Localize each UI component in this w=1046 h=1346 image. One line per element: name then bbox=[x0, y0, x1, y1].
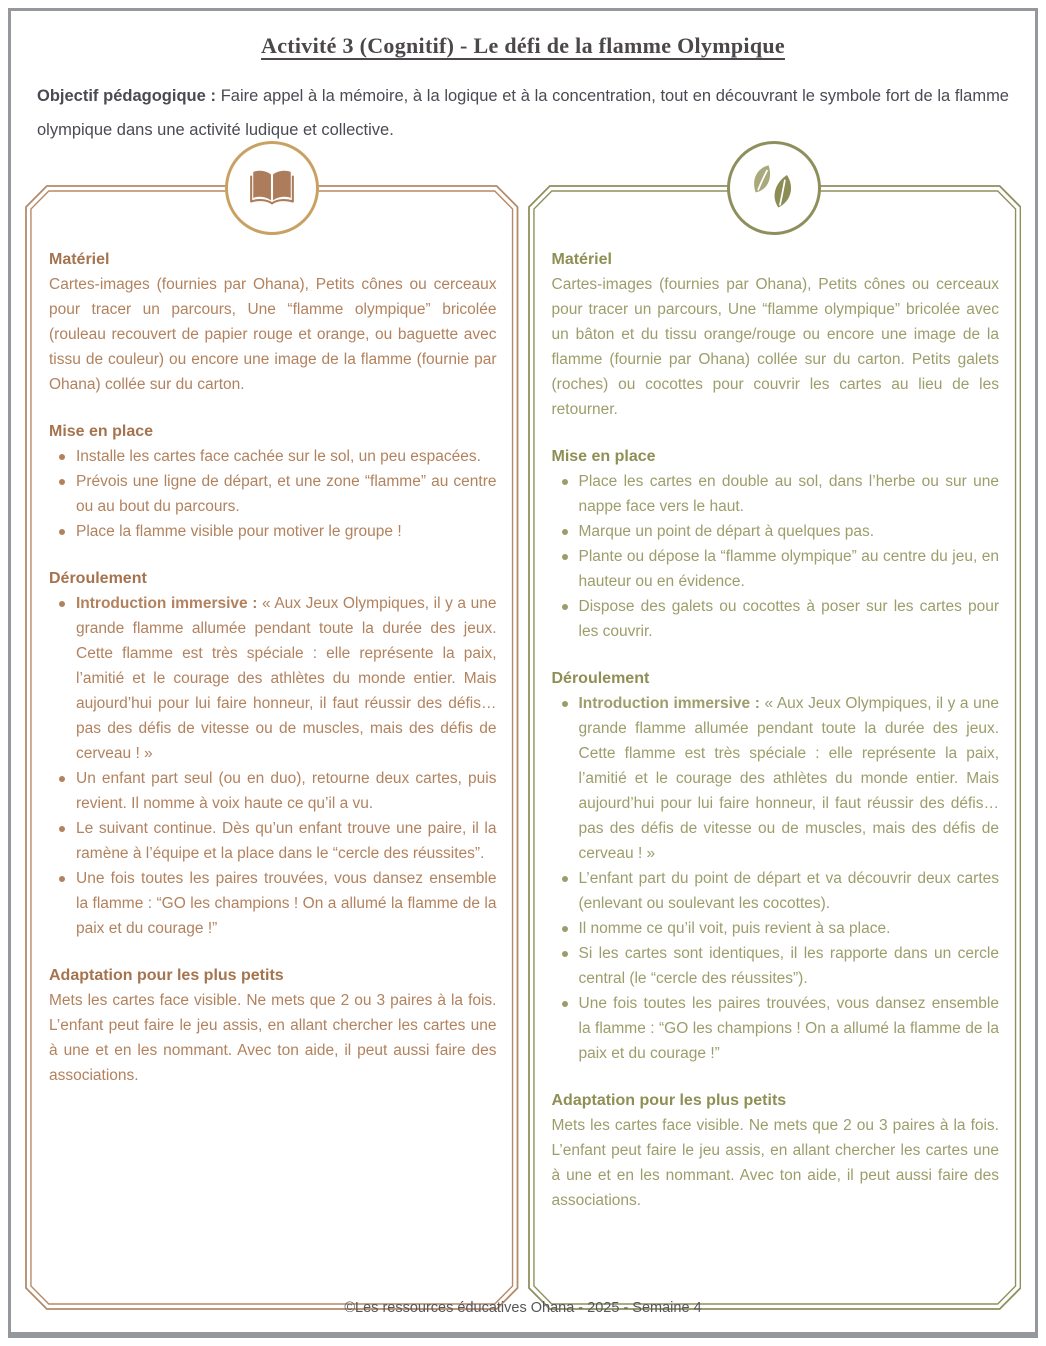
indoor-icon-circle bbox=[225, 141, 319, 235]
section-paragraph: Cartes-images (fournies par Ohana), Petits cônes ou cerceaux pour tracer un parcours, Une “flamme olympique” bricolée avec un bâton et du tissu orange/rouge ou encore une image de la flamme (fournie par Ohana) collée sur du carton. Petits galets (roches) ou cocottes pour couvrir les cartes au lieu de les retourner. bbox=[551, 276, 999, 418]
open-book-icon bbox=[247, 163, 297, 213]
section-bullet-list bbox=[49, 591, 497, 941]
section-heading: Mise en place bbox=[551, 448, 656, 465]
section-deroulement bbox=[49, 570, 497, 941]
objective-text: Faire appel à la mémoire, à la logique et à la concentration, tout en découvrant le symbole fort de la flamme olympique dans une activité ludique et collective. bbox=[37, 87, 1009, 139]
section-heading: Déroulement bbox=[49, 570, 147, 587]
indoor-content bbox=[25, 185, 519, 1088]
bullet-text: Marque un point de départ à quelques pas. bbox=[578, 523, 875, 540]
section-heading: Déroulement bbox=[551, 670, 650, 687]
outdoor-icon-circle bbox=[727, 141, 821, 235]
section-mise-en-place bbox=[49, 423, 497, 544]
bullet-item bbox=[552, 594, 1000, 644]
column-outdoor bbox=[528, 185, 1022, 1310]
section-adaptation-pour-les-plus-petits bbox=[49, 967, 497, 1088]
bullet-item bbox=[552, 691, 1000, 866]
bullet-text: Prévois une ligne de départ, et une zone “flamme” au centre ou au bout du parcours. bbox=[76, 473, 497, 515]
column-indoor bbox=[25, 185, 519, 1310]
bullet-item bbox=[552, 519, 1000, 544]
section-bullet-list bbox=[552, 469, 1000, 644]
bullet-item bbox=[49, 519, 497, 544]
columns bbox=[25, 185, 1021, 1310]
bullet-text: Si les cartes sont identiques, il les rapporte dans un cercle central (le “cercle des réussites”). bbox=[578, 945, 999, 987]
section-paragraph: Mets les cartes face visible. Ne mets que 2 ou 3 paires à la fois. L’enfant peut faire le jeu assis, en allant chercher les cartes une à une et en les nommant. Avec ton aide, il peut aussi faire des associations. bbox=[551, 1117, 999, 1209]
bullet-text: « Aux Jeux Olympiques, il y a une grande flamme allumée pendant toute la durée des jeux. Cette flamme est très spéciale : elle représente la paix, l’amitié et le courage des athlètes du monde entier. Mais aujourd’hui pour lui faire honneur, il faut réussir des défis… pas des défis de vitesse ou de muscles, mais des défis de cerveau ! » bbox=[76, 595, 497, 762]
bullet-text: L’enfant part du point de départ et va découvrir deux cartes (enlevant ou soulevant les cocottes). bbox=[578, 870, 999, 912]
section-materiel bbox=[552, 251, 1000, 422]
footer-credit: ©Les ressources éducatives Ohana - 2025 - Semaine 4 bbox=[344, 1300, 702, 1316]
section-heading: Matériel bbox=[551, 251, 612, 268]
bullet-text: Une fois toutes les paires trouvées, vous dansez ensemble la flamme : “GO les champions ! On a allumé la flamme de la paix et du courage !” bbox=[578, 995, 999, 1062]
section-adaptation-pour-les-plus-petits bbox=[552, 1092, 1000, 1213]
section-heading: Adaptation pour les plus petits bbox=[551, 1092, 787, 1109]
bullet-text: Il nomme ce qu’il voit, puis revient à sa place. bbox=[578, 920, 891, 937]
bullet-text: Place les cartes en double au sol, dans l’herbe ou sur une nappe face vers le haut. bbox=[578, 473, 999, 515]
section-mise-en-place bbox=[552, 448, 1000, 644]
page bbox=[11, 11, 1035, 1332]
bullet-lead: Introduction immersive : bbox=[76, 595, 258, 612]
bullet-text: « Aux Jeux Olympiques, il y a une grande flamme allumée pendant toute la durée des jeux. Cette flamme est très spéciale : elle représente la paix, l’amitié et le courage des athlètes du monde entier. Mais aujourd’hui pour lui faire honneur, il faut réussir des défis… pas des défis de vitesse ou de muscles, mais des défis de cerveau ! » bbox=[578, 695, 999, 862]
bullet-item bbox=[552, 941, 1000, 991]
bullet-item bbox=[552, 916, 1000, 941]
bullet-item bbox=[552, 469, 1000, 519]
bullet-text: Installe les cartes face cachée sur le sol, un peu espacées. bbox=[76, 448, 481, 465]
bullet-item bbox=[49, 444, 497, 469]
bullet-item bbox=[49, 866, 497, 941]
bullet-item bbox=[49, 816, 497, 866]
section-heading: Adaptation pour les plus petits bbox=[49, 967, 284, 984]
bullet-item bbox=[552, 866, 1000, 916]
bullet-text: Une fois toutes les paires trouvées, vous dansez ensemble la flamme : “GO les champions ! On a allumé la flamme de la paix et du courage !” bbox=[76, 870, 497, 937]
objective-label: Objectif pédagogique : bbox=[37, 87, 216, 105]
section-paragraph: Cartes-images (fournies par Ohana), Petits cônes ou cerceaux pour tracer un parcours, Une “flamme olympique” bricolée (rouleau recouvert de papier rouge et orange, ou baguette avec tissu de couleur) ou encore une image de la flamme (fournie par Ohana) collée sur du carton. bbox=[49, 276, 497, 393]
bullet-text: Plante ou dépose la “flamme olympique” au centre du jeu, en hauteur ou en évidence. bbox=[578, 548, 999, 590]
objective-paragraph bbox=[37, 79, 1009, 147]
bullet-item bbox=[49, 469, 497, 519]
bullet-text: Place la flamme visible pour motiver le groupe ! bbox=[76, 523, 402, 540]
bullet-text: Un enfant part seul (ou en duo), retourne deux cartes, puis revient. Il nomme à voix haute ce qu’il a vu. bbox=[76, 770, 497, 812]
section-heading: Mise en place bbox=[49, 423, 154, 440]
bullet-text: Dispose des galets ou cocottes à poser sur les cartes pour les couvrir. bbox=[578, 598, 999, 640]
bullet-item bbox=[552, 544, 1000, 594]
section-deroulement bbox=[552, 670, 1000, 1066]
outdoor-content bbox=[528, 185, 1022, 1213]
leaves-icon bbox=[748, 162, 800, 214]
bullet-item bbox=[49, 766, 497, 816]
section-bullet-list bbox=[552, 691, 1000, 1066]
section-heading: Matériel bbox=[49, 251, 110, 268]
section-bullet-list bbox=[49, 444, 497, 544]
bullet-text: Le suivant continue. Dès qu’un enfant trouve une paire, il la ramène à l’équipe et la place dans le “cercle des réussites”. bbox=[76, 820, 497, 862]
page-title: Activité 3 (Cognitif) - Le défi de la flamme Olympique bbox=[261, 33, 785, 58]
section-paragraph: Mets les cartes face visible. Ne mets que 2 ou 3 paires à la fois. L’enfant peut faire le jeu assis, en allant chercher les cartes une à une et en les nommant. Avec ton aide, il peut aussi faire des associations. bbox=[49, 992, 497, 1084]
bullet-lead: Introduction immersive : bbox=[578, 695, 760, 712]
section-materiel bbox=[49, 251, 497, 397]
bullet-item bbox=[552, 991, 1000, 1066]
bullet-item bbox=[49, 591, 497, 766]
